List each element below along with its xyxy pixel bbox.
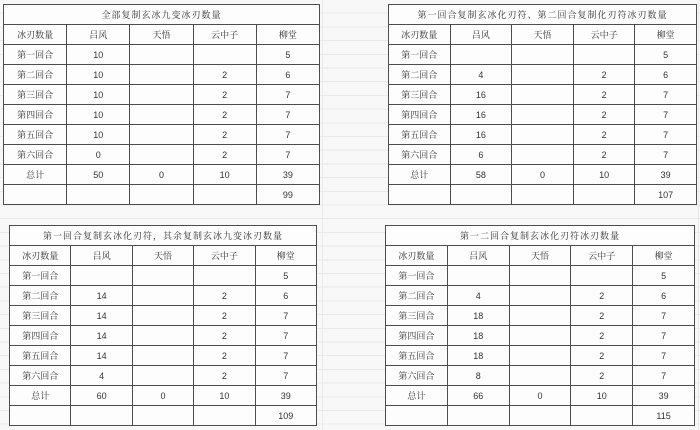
cell (512, 145, 574, 165)
cell: 7 (255, 326, 316, 346)
cell (509, 406, 571, 426)
table-row (386, 286, 695, 306)
cell: 4 (450, 65, 512, 85)
column-header: 云中子 (571, 246, 633, 266)
table-row (389, 85, 697, 105)
cell: 10 (194, 386, 255, 406)
cell (509, 366, 571, 386)
cell: 2 (194, 366, 255, 386)
cell: 66 (447, 386, 509, 406)
row-label: 第一回合 (4, 45, 67, 65)
cell: 7 (635, 85, 697, 105)
row-label: 第四回合 (389, 105, 451, 125)
cell (71, 266, 132, 286)
table-row (4, 85, 320, 105)
cell (71, 406, 132, 426)
cell: 2 (194, 306, 255, 326)
column-header: 云中子 (194, 246, 255, 266)
cell (130, 185, 193, 205)
table-title-row (386, 226, 695, 246)
table-row (10, 326, 317, 346)
cell (130, 145, 193, 165)
cell: 10 (571, 386, 633, 406)
cell: 39 (633, 386, 695, 406)
row-label: 第五回合 (10, 346, 71, 366)
column-header: 吕风 (67, 25, 130, 45)
table-row (4, 165, 320, 185)
table-row (4, 125, 320, 145)
cell: 39 (255, 386, 316, 406)
row-label: 第二回合 (4, 65, 67, 85)
cell: 2 (573, 125, 635, 145)
row-label (4, 185, 67, 205)
cell: 2 (573, 145, 635, 165)
cell (571, 406, 633, 426)
cell (512, 65, 574, 85)
row-label: 第三回合 (386, 306, 448, 326)
cell: 2 (194, 286, 255, 306)
cell (509, 286, 571, 306)
cell: 0 (512, 165, 574, 185)
cell: 7 (635, 125, 697, 145)
table-row (386, 266, 695, 286)
table-row (4, 145, 320, 165)
row-label: 第五回合 (4, 125, 67, 145)
cell (512, 105, 574, 125)
column-header: 冰刃数量 (4, 25, 67, 45)
table-row (10, 306, 317, 326)
table-title: 全部复制玄冰九变冰刃数量 (4, 5, 320, 25)
row-label: 第四回合 (4, 105, 67, 125)
cell (512, 45, 574, 65)
cell: 2 (193, 105, 256, 125)
cell (509, 306, 571, 326)
row-label: 总计 (10, 386, 71, 406)
column-header: 柳堂 (255, 246, 316, 266)
column-header: 冰刃数量 (389, 25, 451, 45)
row-label: 总计 (389, 165, 451, 185)
cell: 0 (67, 145, 130, 165)
row-label (386, 406, 448, 426)
cell (512, 85, 574, 105)
cell: 7 (256, 145, 319, 165)
cell: 6 (635, 65, 697, 85)
cell: 2 (571, 346, 633, 366)
cell: 60 (71, 386, 132, 406)
cell (130, 45, 193, 65)
row-label: 第一回合 (389, 45, 451, 65)
table-title: 第一回合复制玄冰化刃符、第二回合复制化刃符冰刃数量 (389, 5, 697, 25)
table-title-row (389, 5, 697, 25)
row-label: 第一回合 (386, 266, 448, 286)
cell: 10 (67, 85, 130, 105)
row-label: 第四回合 (386, 326, 448, 346)
cell: 8 (447, 366, 509, 386)
cell: 10 (67, 45, 130, 65)
column-header: 天悟 (130, 25, 193, 45)
table-row (386, 306, 695, 326)
table-row (4, 45, 320, 65)
cell: 2 (193, 85, 256, 105)
cell: 2 (194, 326, 255, 346)
table-row (389, 185, 697, 205)
data-table-1 (3, 4, 320, 205)
table-title: 第一回合复制玄冰化刃符，其余复制玄冰九变冰刃数量 (10, 226, 317, 246)
cell: 2 (573, 65, 635, 85)
table-row (389, 165, 697, 185)
cell: 18 (447, 306, 509, 326)
table-row (10, 346, 317, 366)
row-label: 第四回合 (10, 326, 71, 346)
row-label: 第二回合 (389, 65, 451, 85)
column-header: 云中子 (573, 25, 635, 45)
cell: 7 (633, 366, 695, 386)
cell (132, 306, 193, 326)
cell (193, 45, 256, 65)
table-header-row (389, 25, 697, 45)
cell: 39 (256, 165, 319, 185)
cell (571, 266, 633, 286)
cell: 14 (71, 306, 132, 326)
table-header-row (10, 246, 317, 266)
cell (130, 85, 193, 105)
row-label: 总计 (386, 386, 448, 406)
cell (573, 45, 635, 65)
cell: 7 (256, 105, 319, 125)
cell: 109 (255, 406, 316, 426)
row-label: 第二回合 (386, 286, 448, 306)
table-row (4, 105, 320, 125)
table-row (386, 406, 695, 426)
cell (509, 346, 571, 366)
cell: 0 (130, 165, 193, 185)
table-row (4, 65, 320, 85)
table-row (386, 386, 695, 406)
row-label: 第三回合 (4, 85, 67, 105)
row-label (10, 406, 71, 426)
cell: 7 (255, 306, 316, 326)
cell: 2 (194, 346, 255, 366)
column-header: 柳堂 (633, 246, 695, 266)
cell: 7 (635, 105, 697, 125)
row-label: 第六回合 (389, 145, 451, 165)
cell: 10 (67, 65, 130, 85)
column-header: 吕风 (450, 25, 512, 45)
cell (132, 346, 193, 366)
table-title: 第一二回合复制玄冰化刃符冰刃数量 (386, 226, 695, 246)
table-row (386, 326, 695, 346)
cell (447, 266, 509, 286)
cell: 5 (255, 266, 316, 286)
cell: 14 (71, 326, 132, 346)
table-row (10, 406, 317, 426)
row-label (389, 185, 451, 205)
cell: 2 (571, 366, 633, 386)
table-row (10, 286, 317, 306)
cell: 58 (450, 165, 512, 185)
data-table-3 (9, 225, 317, 426)
cell: 14 (71, 286, 132, 306)
cell: 6 (633, 286, 695, 306)
cell: 7 (633, 346, 695, 366)
cell (130, 125, 193, 145)
table-row (4, 185, 320, 205)
cell: 99 (256, 185, 319, 205)
cell: 2 (193, 145, 256, 165)
table-header-row (4, 25, 320, 45)
column-header: 冰刃数量 (10, 246, 71, 266)
cell: 0 (132, 386, 193, 406)
column-header: 柳堂 (635, 25, 697, 45)
cell: 4 (447, 286, 509, 306)
cell (193, 185, 256, 205)
column-header: 吕风 (71, 246, 132, 266)
cell (194, 406, 255, 426)
cell (512, 125, 574, 145)
row-label: 第五回合 (386, 346, 448, 366)
table-row (10, 266, 317, 286)
cell: 2 (573, 85, 635, 105)
column-header: 柳堂 (256, 25, 319, 45)
cell: 10 (67, 105, 130, 125)
table-row (386, 366, 695, 386)
data-table-2 (388, 4, 697, 205)
table-row (389, 145, 697, 165)
row-label: 第一回合 (10, 266, 71, 286)
cell: 107 (635, 185, 697, 205)
column-header: 云中子 (193, 25, 256, 45)
data-table-4 (385, 225, 695, 426)
cell: 10 (573, 165, 635, 185)
column-header: 吕风 (447, 246, 509, 266)
cell: 2 (573, 105, 635, 125)
row-label: 第二回合 (10, 286, 71, 306)
cell: 7 (635, 145, 697, 165)
cell (67, 185, 130, 205)
cell (130, 105, 193, 125)
cell: 2 (571, 326, 633, 346)
row-label: 第三回合 (10, 306, 71, 326)
cell (447, 406, 509, 426)
cell: 5 (633, 266, 695, 286)
cell: 0 (509, 386, 571, 406)
cell: 6 (450, 145, 512, 165)
row-label: 第三回合 (389, 85, 451, 105)
column-header: 天悟 (132, 246, 193, 266)
cell: 10 (193, 165, 256, 185)
table-row (389, 125, 697, 145)
cell: 50 (67, 165, 130, 185)
table-row (389, 105, 697, 125)
table-title-row (4, 5, 320, 25)
cell: 6 (256, 65, 319, 85)
cell: 2 (193, 125, 256, 145)
cell (130, 65, 193, 85)
cell: 7 (255, 346, 316, 366)
cell (132, 266, 193, 286)
row-label: 第六回合 (386, 366, 448, 386)
table-row (10, 386, 317, 406)
cell: 7 (255, 366, 316, 386)
row-label: 第五回合 (389, 125, 451, 145)
cell (132, 406, 193, 426)
row-label: 第六回合 (4, 145, 67, 165)
cell: 18 (447, 326, 509, 346)
cell: 7 (256, 125, 319, 145)
cell (450, 185, 512, 205)
cell (573, 185, 635, 205)
row-label: 第六回合 (10, 366, 71, 386)
cell: 2 (193, 65, 256, 85)
background-gridline-vertical (322, 0, 323, 430)
column-header: 天悟 (512, 25, 574, 45)
cell: 4 (71, 366, 132, 386)
cell (132, 326, 193, 346)
table-row (10, 366, 317, 386)
cell: 10 (67, 125, 130, 145)
cell: 5 (635, 45, 697, 65)
cell (509, 266, 571, 286)
cell: 7 (633, 326, 695, 346)
cell (132, 286, 193, 306)
cell: 115 (633, 406, 695, 426)
table-row (389, 65, 697, 85)
cell: 7 (633, 306, 695, 326)
column-header: 天悟 (509, 246, 571, 266)
cell: 14 (71, 346, 132, 366)
cell (512, 185, 574, 205)
cell: 2 (571, 306, 633, 326)
cell: 16 (450, 85, 512, 105)
table-title-row (10, 226, 317, 246)
cell: 2 (571, 286, 633, 306)
cell (132, 366, 193, 386)
cell: 5 (256, 45, 319, 65)
cell: 7 (256, 85, 319, 105)
cell (194, 266, 255, 286)
table-row (386, 346, 695, 366)
table-row (389, 45, 697, 65)
background-gridline-vertical (698, 0, 699, 430)
cell: 16 (450, 105, 512, 125)
cell: 39 (635, 165, 697, 185)
row-label: 总计 (4, 165, 67, 185)
cell (450, 45, 512, 65)
column-header: 冰刃数量 (386, 246, 448, 266)
cell: 16 (450, 125, 512, 145)
cell: 18 (447, 346, 509, 366)
table-header-row (386, 246, 695, 266)
cell (509, 326, 571, 346)
cell: 6 (255, 286, 316, 306)
